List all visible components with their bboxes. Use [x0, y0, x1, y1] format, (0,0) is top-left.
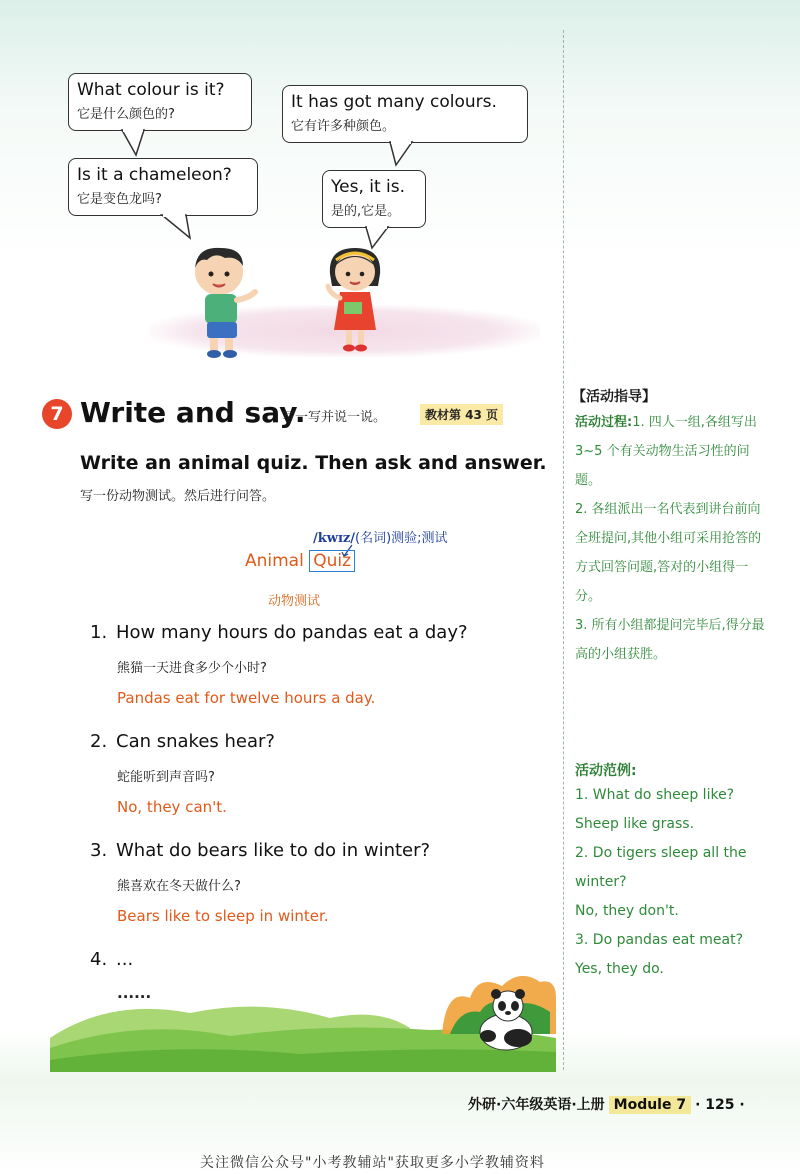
bubble-yes-en: Yes, it is. [331, 177, 406, 197]
quiz-question [90, 622, 468, 643]
bubble-yes-it-is [322, 170, 426, 228]
guide-heading: 【活动指导】 [572, 389, 656, 405]
watermark-text: 关注微信公众号"小考教辅站"获取更多小学教辅资料 [200, 1155, 545, 1171]
quiz-title [245, 551, 355, 571]
bubble-many-colours-zh: 它有许多种颜色。 [291, 119, 396, 134]
bubble-tail [388, 141, 418, 167]
bubble-chameleon-en: Is it a chameleon? [77, 165, 232, 185]
quiz-title-zh: 动物测试 [268, 594, 321, 609]
instruction-zh: 写一份动物测试。然后进行问答。 [80, 489, 276, 504]
bubble-what-colour [68, 73, 252, 131]
guide-examples [575, 781, 765, 984]
vocab-note [313, 527, 448, 546]
bubble-many-colours [282, 85, 528, 143]
section-title-zh: 写一写并说一说。 [282, 410, 387, 425]
section-number-badge: 7 [42, 399, 72, 429]
quiz-answer: Bears like to sleep in winter. [117, 907, 329, 925]
guide-example-line: 1. What do sheep like? [575, 787, 735, 803]
quiz-question-zh: 熊喜欢在冬天做什么? [117, 879, 241, 894]
guide-process-label: 活动过程: [575, 415, 633, 430]
quiz-question-text: ... [116, 949, 134, 970]
quiz-title-prefix: Animal [245, 551, 304, 571]
section-title: Write and say. [80, 396, 306, 429]
guide-example-label: 活动范例: [575, 763, 637, 779]
footer-module: Module 7 [609, 1096, 691, 1114]
textbook-page-ref: 教材第 43 页 [420, 404, 503, 425]
guide-example-line: No, they don't. [575, 903, 679, 919]
quiz-title-word: Quiz [309, 550, 355, 572]
quiz-question-zh: 蛇能听到声音吗? [117, 770, 215, 785]
panda-illustration [468, 988, 540, 1052]
instruction: Write an animal quiz. Then ask and answer. [80, 452, 547, 474]
quiz-question [90, 731, 275, 752]
boy-illustration [185, 240, 265, 362]
bubble-what-colour-zh: 它是什么颜色的? [77, 107, 175, 122]
bubble-chameleon-zh: 它是变色龙吗? [77, 192, 162, 207]
quiz-question [90, 949, 133, 970]
bubble-tail [120, 129, 150, 157]
quiz-question-text: Can snakes hear? [116, 731, 275, 752]
quiz-answer: No, they can't. [117, 798, 227, 816]
bubble-tail [160, 214, 194, 240]
footer-book: 外研·六年级英语·上册 [468, 1097, 605, 1113]
quiz-question-number: 4. [90, 949, 108, 970]
quiz-answer: Pandas eat for twelve hours a day. [117, 689, 376, 707]
footer-page-number: · 125 · [695, 1097, 745, 1113]
girl-illustration [322, 244, 388, 358]
bubble-chameleon [68, 158, 258, 216]
vocab-meaning: (名词)测验;测试 [355, 531, 448, 546]
guide-process [575, 408, 765, 669]
bubble-yes-zh: 是的,它是。 [331, 204, 401, 219]
quiz-question-number: 3. [90, 840, 108, 861]
guide-example-line: Yes, they do. [575, 961, 664, 977]
guide-step-1: 1. 四人一组,各组写出 3~5 个有关动物生活习性的问题。 [575, 415, 757, 488]
quiz-question-text: How many hours do pandas eat a day? [116, 622, 468, 643]
guide-example-line: Sheep like grass. [575, 816, 695, 832]
guide-example-line: 2. Do tigers sleep all the winter? [575, 845, 747, 890]
guide-example-line: 3. Do pandas eat meat? [575, 932, 744, 948]
quiz-answer-blank: ...... [117, 984, 152, 1002]
bubble-what-colour-en: What colour is it? [77, 80, 225, 100]
page-footer [468, 1094, 745, 1114]
guide-step-2: 2. 各组派出一名代表到讲台前向全班提问,其他小组可采用抢答的方式回答问题,答对的小组得一分。 [575, 502, 762, 604]
quiz-question-text: What do bears like to do in winter? [116, 840, 431, 861]
quiz-question-number: 2. [90, 731, 108, 752]
quiz-question-number: 1. [90, 622, 108, 643]
bubble-many-colours-en: It has got many colours. [291, 92, 497, 112]
vocab-phonetic: /kwɪz/ [313, 531, 356, 546]
quiz-question [90, 840, 430, 861]
quiz-question-zh: 熊猫一天进食多少个小时? [117, 661, 267, 676]
guide-step-3: 3. 所有小组都提问完毕后,得分最高的小组获胜。 [575, 618, 765, 662]
column-divider [563, 30, 564, 1070]
